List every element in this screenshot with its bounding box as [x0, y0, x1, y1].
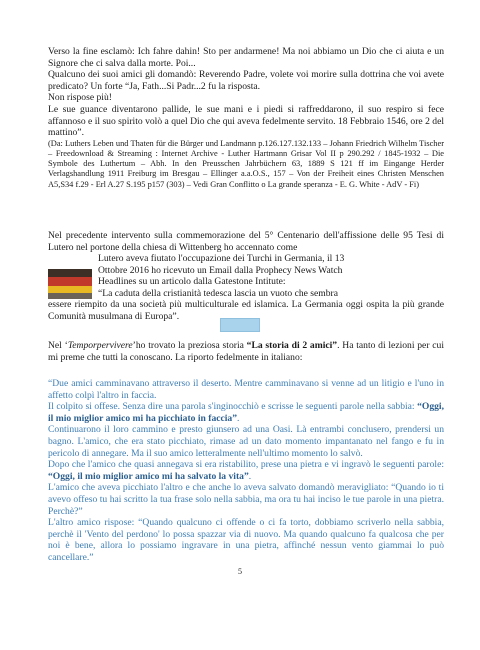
two-friends-story: [48, 378, 444, 564]
germany-quote-continuation: essere riempito da una società più multiculturale ed islamica. La Germania oggi ospita la più grande Comunità musulmana di Europa”.: [48, 299, 444, 322]
citation: (Da: Luthers Leben und Thaten für die Bürger und Landmann p.126.127.132.133 – Johann Friedrich Wilhelm Tischer – Freedownload & Streaming : Internet Archive - Luther Hartmann Grisar Vol II p 290.292 / 1845-1932 – Die Symbole des Luthertum – Abh. In den Preusschen Jahrbüchern 63, 1889 S 121 ff im Eingange Herder Verlagshandlung 1911 Freiburg im Bresgau – Ellinger a.a.O.S., 157 – Von der Freiheit eines Christen Menschen A5,S34 f.29 - Erl A.27 S.195 p157 (303) – Vedi Gran Conflitto o La grande speranza - E. G. White - AdV - Fi): [48, 138, 444, 189]
paragraph: Non rispose più!: [48, 92, 112, 104]
story-title: “La storia di 2 amici”: [246, 340, 338, 351]
divider-box: [220, 318, 260, 332]
text-line: Headlines su un articolo dalla Gatestone Intitute:: [98, 276, 286, 288]
intro-paragraph: Nel precedente intervento sulla commemorazione del 5° Centenario dell'affissione delle 95 Tesi di Lutero nel portone della chiesa di Wittenberg ho accennato come: [48, 230, 444, 253]
text-line: “La caduta della cristianità tedesca lascia un vuoto che sembra: [98, 287, 338, 299]
text-line: Lutero aveva fiutato l'occupazione dei Turchi in Germania, il 13: [98, 253, 345, 264]
paragraph: Le sue guance diventarono pallide, le sue mani e i piedi si raffreddarono, il suo respiro si fece affannoso e il suo spirito volò a quel Dio che qui aveva fedelmente servito. 18 Febbraio 1546, ore 2 del mattino”.: [48, 103, 444, 139]
story-paragraph: L'altro amico rispose: “Quando qualcuno ci offende o ci fa torto, dobbiamo scriverlo nella sabbia, perchè il 'Vento del perdono' lo possa spazzar via di nuovo. Ma quando qualcuno fa qualcosa che per noi è bene, allora lo possiamo ingravare in una pietra, affinché nessun vento giammai lo può cancellare.”: [48, 517, 444, 563]
story-paragraph: L'amico che aveva picchiato l'altro e che anche lo aveva salvato domandò meravigliato: “Quando io ti avevo offeso tu hai scritto la tua frase solo nella sabbia, ma ora tu hai inciso le tue parole in una pietra. Perchè?”: [48, 482, 444, 517]
story-paragraph: “Due amici camminavano attraverso il deserto. Mentre camminavano si venne ad un litigio e l'uno in affetto colpì l'altro in faccia.: [48, 378, 444, 401]
page-number: 5: [238, 567, 242, 576]
luther-death-section: [48, 46, 444, 190]
paragraph: Verso la fine esclamò: Ich fahre dahin! Sto per andarmene! Ma noi abbiamo un Dio che ci aiuta e un Signore che ci salva dalla morte. Poi...: [48, 46, 444, 69]
story-intro-paragraph: Nel ‘Temporpervivere’ho trovato la preziosa storia “La storia di 2 amici”. Ha tanto di lezioni per cui mi preme che tutti la conoscano. La riporto fedelmente in italiano:: [48, 340, 444, 363]
story-paragraph: Continuarono il loro cammino e presto giunsero ad una Oasi. Là entrambi conclusero, prendersi un bagno. L'amico, che era stato picchiato, rimase ad un dato momento impantanato nel fango e fu in pericolo di annegare. Ma il suo amico letteralmente nell'ultimo momento lo salvò.: [48, 424, 444, 459]
story-paragraph: Dopo che l'amico che quasi annegava si era ristabilito, prese una pietra e vi ingravò le seguenti parole: “Oggi, il mio miglior amico mi ha salvato la vita”.: [48, 459, 444, 482]
source-name: Temporpervivere: [67, 340, 133, 351]
german-flag-image: [48, 269, 92, 299]
text-line: Ottobre 2016 ho ricevuto un Email dalla Prophecy News Watch: [98, 264, 343, 276]
wrapped-text: [98, 253, 444, 299]
story-paragraph: Il colpito si offese. Senza dire una parola s'inginocchiò e scrisse le seguenti parole nella sabbia: “Oggi, il mio miglior amico mi ha picchiato in faccia”.: [48, 401, 444, 424]
paragraph: Qualcuno dei suoi amici gli domandò: Reverendo Padre, volete voi morire sulla dottrina che voi avete predicato? Un forte “Ja, Fath...Si Padr...2 fu la risposta.: [48, 69, 444, 92]
